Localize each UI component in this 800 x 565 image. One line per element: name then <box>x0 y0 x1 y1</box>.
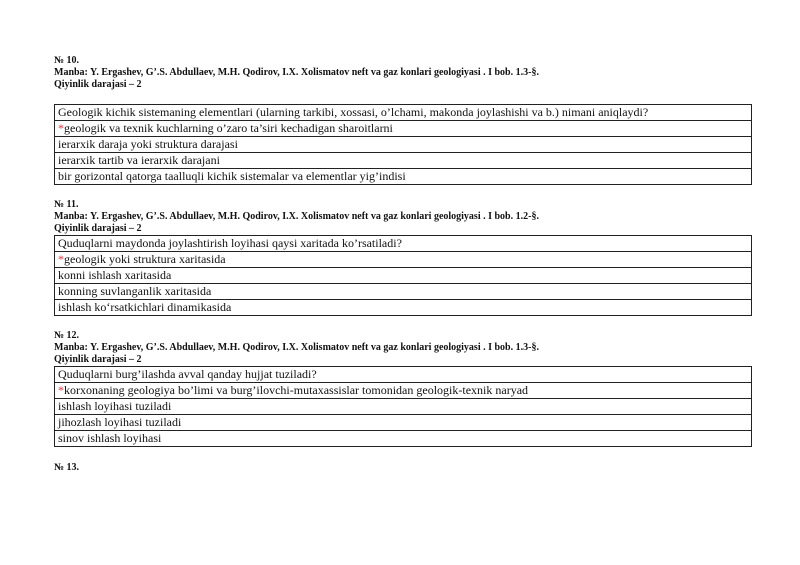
question-number: № 12. <box>54 330 80 341</box>
question-text: Geologik kichik sistemaning elementlari (ularning tarkibi, xossasi, o’lchami, makonda joylashishi va b.) nimani aniqlaydi? <box>55 105 752 121</box>
question-number: № 13. <box>54 462 80 473</box>
answer-correct-text: geologik yoki struktura xaritasida <box>64 252 226 266</box>
answer-correct-cell <box>55 121 752 137</box>
answer-row <box>55 284 752 300</box>
question-number: № 10. <box>54 55 80 66</box>
answer-correct-cell <box>55 383 752 399</box>
question-source: Manba: Y. Ergashev, G’.S. Abdullaev, M.H. Qodirov, I.X. Xolismatov neft va gaz konlari geologiyasi . I bob. 1.3-§. <box>54 67 539 78</box>
answer-text: jihozlash loyihasi tuziladi <box>55 415 752 431</box>
question-difficulty: Qiyinlik darajasi – 2 <box>54 354 142 365</box>
correct-marker: * <box>58 252 64 266</box>
answer-row <box>55 300 752 316</box>
answer-text: ishlash loyihasi tuziladi <box>55 399 752 415</box>
question-text: Quduqlarni maydonda joylashtirish loyihasi qaysi xaritada ko’rsatiladi? <box>55 236 752 252</box>
answer-text: ierarxik tartib va ierarxik darajani <box>55 153 752 169</box>
question-source: Manba: Y. Ergashev, G’.S. Abdullaev, M.H. Qodirov, I.X. Xolismatov neft va gaz konlari geologiyasi . I bob. 1.2-§. <box>54 211 539 222</box>
question-block-12 <box>54 330 752 447</box>
correct-marker: * <box>58 383 64 397</box>
answer-text: ierarxik daraja yoki struktura darajasi <box>55 137 752 153</box>
answer-row <box>55 399 752 415</box>
question-block-13 <box>54 462 752 474</box>
answer-row <box>55 431 752 447</box>
question-source: Manba: Y. Ergashev, G’.S. Abdullaev, M.H. Qodirov, I.X. Xolismatov neft va gaz konlari geologiyasi . I bob. 1.3-§. <box>54 342 539 353</box>
question-table <box>54 104 752 185</box>
question-row <box>55 236 752 252</box>
answer-correct-text: korxonaning geologiya bo’limi va burg’ilovchi-mutaxassislar tomonidan geologik-texnik naryad <box>64 383 529 397</box>
question-row <box>55 105 752 121</box>
answer-row <box>55 137 752 153</box>
question-row <box>55 367 752 383</box>
question-block-11 <box>54 199 752 316</box>
answer-text: ishlash koʻrsatkichlari dinamikasida <box>55 300 752 316</box>
answer-correct-text: geologik va texnik kuchlarning o’zaro ta’siri kechadigan sharoitlarni <box>64 121 393 135</box>
answer-row <box>55 268 752 284</box>
answer-row <box>55 169 752 185</box>
answer-text: konning suvlanganlik xaritasida <box>55 284 752 300</box>
question-number: № 11. <box>54 199 79 210</box>
correct-marker: * <box>58 121 64 135</box>
answer-text: sinov ishlash loyihasi <box>55 431 752 447</box>
answer-correct-cell <box>55 252 752 268</box>
question-difficulty: Qiyinlik darajasi – 2 <box>54 79 142 90</box>
answer-row-correct <box>55 121 752 137</box>
answer-row-correct <box>55 252 752 268</box>
answer-row <box>55 153 752 169</box>
answer-text: konni ishlash xaritasida <box>55 268 752 284</box>
question-block-10 <box>54 55 752 185</box>
answer-row <box>55 415 752 431</box>
question-difficulty: Qiyinlik darajasi – 2 <box>54 223 142 234</box>
question-table <box>54 235 752 316</box>
question-text: Quduqlarni burg’ilashda avval qanday hujjat tuziladi? <box>55 367 752 383</box>
question-table <box>54 366 752 447</box>
answer-row-correct <box>55 383 752 399</box>
answer-text: bir gorizontal qatorga taalluqli kichik sistemalar va elementlar yig’indisi <box>55 169 752 185</box>
